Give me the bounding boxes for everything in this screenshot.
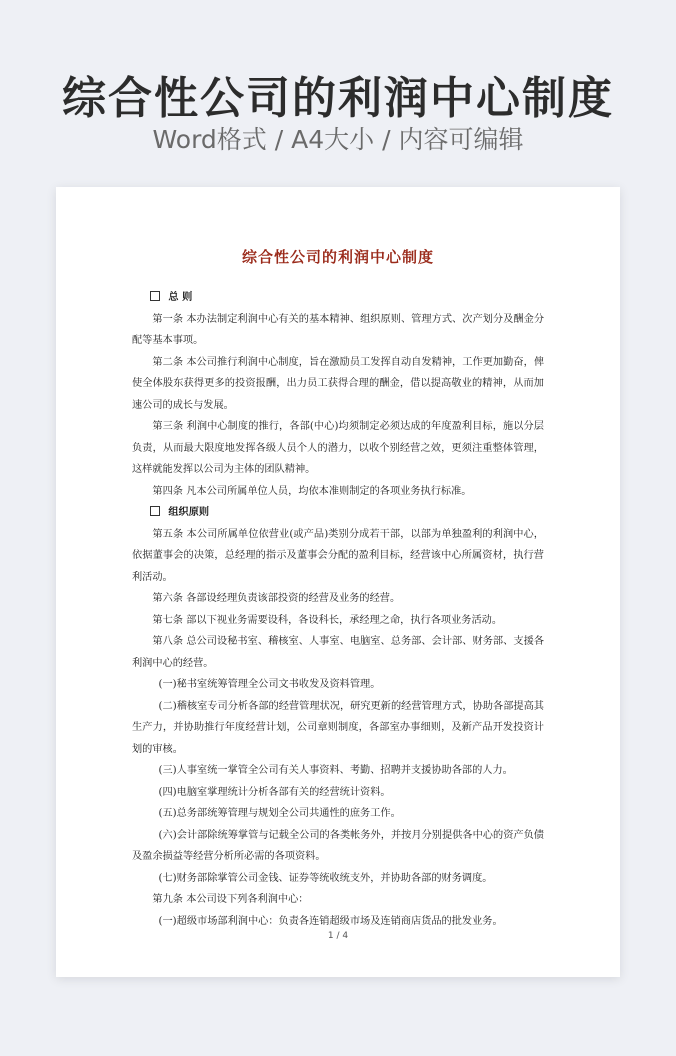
page-number: 1 / 4 (327, 931, 349, 941)
article-9: 第九条 本公司设下列各利润中心： (152, 894, 309, 905)
checkbox-icon (150, 291, 160, 301)
article-8-item-2: (二)稽核室专司分析各部的经营管理状况，研究更新的经营管理方式，协助各部提高其生产力，并协助推行年度经营计划，公司章则制度，各部室办事细则，及新产品开发投资计划的审核。 (132, 700, 544, 755)
checkbox-icon (150, 506, 160, 516)
section-heading-general (132, 287, 544, 309)
article-8-item-6: (六)会计部除统筹掌管与记载全公司的各类帐务外，并按月分别提供各中心的资产负债及盈余损益等经营分析所必需的各项资料。 (132, 829, 544, 862)
article-8-item-7: (七)财务部除掌管公司金钱、证券等统收统支外，并协助各部的财务调度。 (158, 872, 493, 884)
article-8: 第八条 总公司设秘书室、稽核室、人事室、电脑室、总务部、会计部、财务部、支援各利润中心的经营。 (132, 636, 544, 669)
article-7: 第七条 部以下视业务需要设科，各设科长，承经理之命，执行各项业务活动。 (152, 614, 503, 626)
article-9-item-1: (一)超级市场部利润中心：负责各连销超级市场及连销商店货品的批发业务。 (158, 915, 503, 927)
section-heading-organization (132, 502, 544, 524)
article-1: 第一条 本办法制定利润中心有关的基本精神、组织原则、管理方式、次产划分及酬金分配等基本事项。 (132, 313, 544, 346)
article-8-item-3: (三)人事室统一掌管全公司有关人事资料、考勤、招聘并支援协助各部的人力。 (158, 765, 513, 776)
article-4: 第四条 凡本公司所属单位人员，均依本准则制定的各项业务执行标准。 (152, 485, 472, 497)
article-8-item-1: (一)秘书室统筹管理全公司文书收发及资料管理。 (158, 679, 381, 690)
document-title: 综合性公司的利润中心制度 (241, 248, 434, 266)
article-2: 第二条 本公司推行利润中心制度，旨在激励员工发挥自动自发精神，工作更加勤奋，俾使全体股东获得更多的投资报酬，出力员工获得合理的酬金，借以提高敬业的精神，从而加速公司的成长与发展。 (132, 356, 544, 411)
banner-title: 综合性公司的利润中心制度 (62, 73, 614, 124)
article-6: 第六条 各部设经理负责该部投资的经营及业务的经营。 (152, 593, 401, 604)
article-8-item-5: (五)总务部统筹管理与规划全公司共通性的庶务工作。 (158, 808, 401, 819)
article-8-item-4: (四)电脑室掌理统计分析各部有关的经营统计资料。 (158, 786, 391, 798)
banner-subtitle: Word格式 / A4大小 / 内容可编辑 (152, 125, 524, 154)
section-heading-label: 组织原则 (168, 506, 210, 518)
article-5: 第五条 本公司所属单位依营业(或产品)类别分成若干部，以部为单独盈利的利润中心，依据董事会的决策，总经理的指示及董事会分配的盈利目标，经营该中心所属资材，执行营利活动。 (132, 528, 544, 583)
article-3: 第三条 利润中心制度的推行，各部(中心)均须制定必须达成的年度盈利目标，施以分层负责，从而最大限度地发挥各级人员个人的潜力，以收个别经营之效，更须注重整体管理，这样就能发挥以公司为主体的团队精神。 (132, 421, 544, 475)
document-page (56, 187, 620, 977)
section-heading-label: 总 则 (168, 291, 193, 303)
document-body (132, 287, 544, 932)
